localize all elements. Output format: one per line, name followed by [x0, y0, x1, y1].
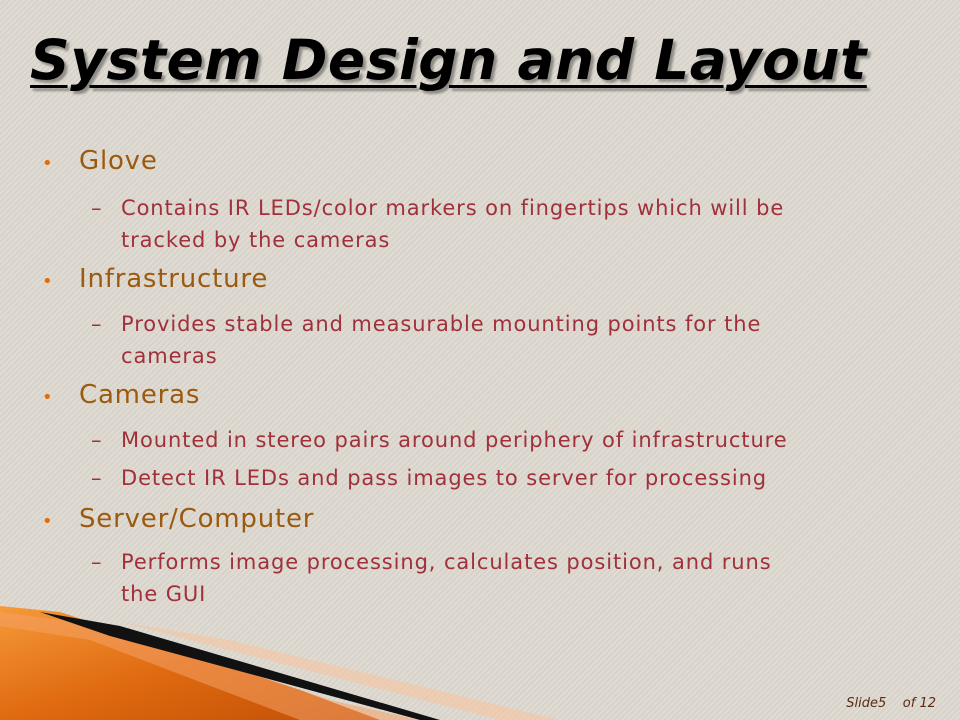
- bullet-marker: •: [42, 387, 53, 408]
- slide-number: 5: [877, 696, 887, 711]
- slide-title: System Design and Layout: [30, 28, 867, 92]
- sub-bullet-line: Performs image processing, calculates position, and runs: [121, 550, 772, 574]
- sub-bullet-line: Detect IR LEDs and pass images to server for processing: [121, 466, 768, 490]
- sub-bullet-infrastructure-mounting: [91, 308, 871, 372]
- bullet-item-glove: [42, 146, 158, 176]
- slide-total: of 12: [902, 696, 936, 711]
- sub-bullet-line: cameras: [121, 344, 218, 368]
- sub-bullet-line: Mounted in stereo pairs around periphery of infrastructure: [121, 428, 788, 452]
- slide-label: Slide: [846, 696, 878, 711]
- bullet-label: Cameras: [79, 380, 201, 410]
- sub-bullet-line: tracked by the cameras: [121, 228, 391, 252]
- sub-bullet-cameras-stereo: [91, 424, 871, 456]
- sub-bullet-marker: –: [91, 196, 102, 220]
- bullet-marker: •: [42, 271, 53, 292]
- bullet-marker: •: [42, 511, 53, 532]
- bullet-marker: •: [42, 153, 53, 174]
- sub-bullet-server-processing: [91, 546, 871, 610]
- sub-bullet-marker: –: [91, 466, 102, 490]
- sub-bullet-line: Provides stable and measurable mounting points for the: [121, 312, 762, 336]
- bullet-item-infrastructure: [42, 264, 268, 294]
- bullet-label: Server/Computer: [79, 504, 315, 534]
- sub-bullet-cameras-detect: [91, 462, 871, 494]
- sub-bullet-marker: –: [91, 312, 102, 336]
- sub-bullet-line: the GUI: [121, 582, 207, 606]
- bullet-item-cameras: [42, 380, 200, 410]
- bullet-item-server: [42, 504, 314, 534]
- sub-bullet-marker: –: [91, 550, 102, 574]
- bullet-label: Infrastructure: [79, 264, 269, 294]
- bullet-label: Glove: [79, 146, 158, 176]
- sub-bullet-glove-markers: [91, 192, 871, 256]
- sub-bullet-line: Contains IR LEDs/color markers on fingertips which will be: [121, 196, 785, 220]
- sub-bullet-marker: –: [91, 428, 102, 452]
- slide-counter: [846, 696, 936, 711]
